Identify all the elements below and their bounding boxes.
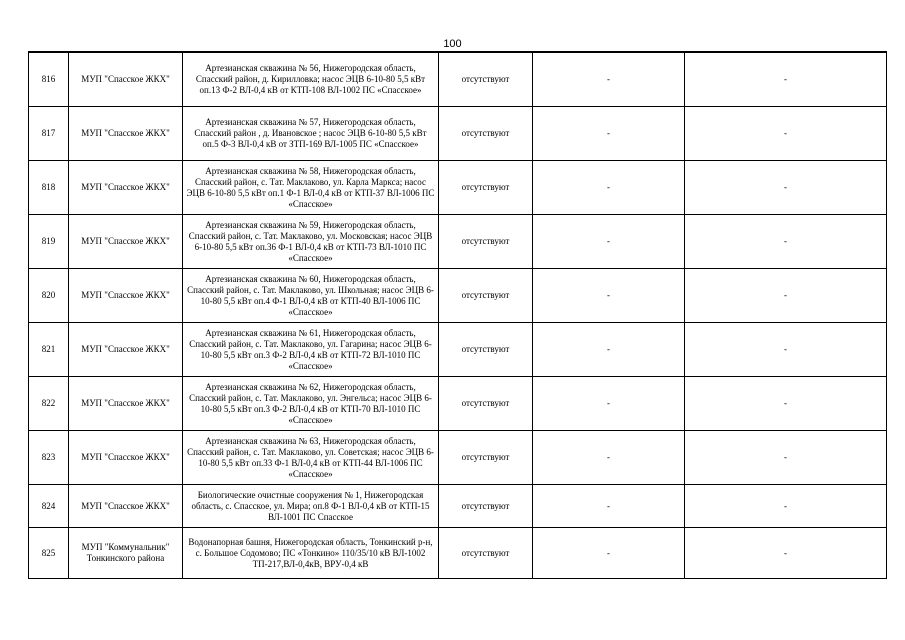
table-row — [29, 323, 887, 377]
empty-value-cell: - — [533, 107, 685, 161]
object-description-cell: Артезианская скважина № 59, Нижегородская область, Спасский район, с. Тат. Маклаково, ул. Московская; насос ЭЦВ 6-10-80 5,5 кВт оп.36 Ф-1 ВЛ-0,4 кВ от КТП-73 ВЛ-1010 ПС «Спасское» — [183, 215, 439, 269]
table-row — [29, 215, 887, 269]
row-number: 817 — [29, 107, 69, 161]
empty-value-cell: - — [685, 323, 887, 377]
row-number: 822 — [29, 377, 69, 431]
row-number: 816 — [29, 52, 69, 107]
organization-cell: МУП "Спасское ЖКХ" — [69, 107, 183, 161]
empty-value-cell: - — [533, 215, 685, 269]
row-number: 821 — [29, 323, 69, 377]
organization-cell: МУП "Спасское ЖКХ" — [69, 323, 183, 377]
empty-value-cell: - — [533, 161, 685, 215]
table-row — [29, 107, 887, 161]
row-number: 819 — [29, 215, 69, 269]
status-cell: отсутствуют — [439, 52, 533, 107]
object-description-cell: Артезианская скважина № 57, Нижегородская область, Спасский район , д. Ивановское ; насос ЭЦВ 6-10-80 5,5 кВт оп.5 Ф-3 ВЛ-0,4 кВ от ЗТП-169 ВЛ-1005 ПС «Спасское» — [183, 107, 439, 161]
object-description-cell: Артезианская скважина № 56, Нижегородская область, Спасский район, д. Кирилловка; насос ЭЦВ 6-10-80 5,5 кВт оп.13 Ф-2 ВЛ-0,4 кВ от КТП-108 ВЛ-1002 ПС «Спасское» — [183, 52, 439, 107]
empty-value-cell: - — [685, 107, 887, 161]
empty-value-cell: - — [533, 323, 685, 377]
empty-value-cell: - — [685, 52, 887, 107]
organization-cell: МУП "Спасское ЖКХ" — [69, 269, 183, 323]
organization-cell: МУП "Спасское ЖКХ" — [69, 161, 183, 215]
status-cell: отсутствуют — [439, 323, 533, 377]
status-cell: отсутствуют — [439, 107, 533, 161]
object-description-cell: Артезианская скважина № 63, Нижегородская область, Спасский район, с. Тат. Маклаково, ул. Советская; насос ЭЦВ 6-10-80 5,5 кВт оп.33 Ф-1 ВЛ-0,4 кВ от КТП-44 ВЛ-1006 ПС «Спасское» — [183, 431, 439, 485]
empty-value-cell: - — [533, 431, 685, 485]
page-number: 100 — [443, 38, 462, 50]
row-number: 823 — [29, 431, 69, 485]
empty-value-cell: - — [533, 269, 685, 323]
empty-value-cell: - — [533, 377, 685, 431]
empty-value-cell: - — [685, 431, 887, 485]
organization-cell: МУП "Коммунальник" Тонкинского района — [69, 528, 183, 579]
row-number: 820 — [29, 269, 69, 323]
status-cell: отсутствуют — [439, 528, 533, 579]
row-number: 825 — [29, 528, 69, 579]
organization-cell: МУП "Спасское ЖКХ" — [69, 377, 183, 431]
object-description-cell: Артезианская скважина № 58, Нижегородская область, Спасский район, с. Тат. Маклаково, ул. Карла Маркса; насос ЭЦВ 6-10-80 5,5 кВт оп.1 Ф-1 ВЛ-0,4 кВ от КТП-37 ВЛ-1006 ПС «Спасское» — [183, 161, 439, 215]
table-row — [29, 52, 887, 107]
object-description-cell: Водонапорная башня, Нижегородская область, Тонкинский р-н, с. Большое Содомово; ПС «Тонкино» 110/35/10 кВ ВЛ-1002 ТП-217,ВЛ-0,4кВ, ВРУ-0,4 кВ — [183, 528, 439, 579]
status-cell: отсутствуют — [439, 485, 533, 528]
table-row — [29, 485, 887, 528]
register-table — [28, 51, 887, 579]
status-cell: отсутствуют — [439, 215, 533, 269]
empty-value-cell: - — [533, 485, 685, 528]
empty-value-cell: - — [685, 485, 887, 528]
organization-cell: МУП "Спасское ЖКХ" — [69, 52, 183, 107]
organization-cell: МУП "Спасское ЖКХ" — [69, 485, 183, 528]
organization-cell: МУП "Спасское ЖКХ" — [69, 431, 183, 485]
row-number: 824 — [29, 485, 69, 528]
status-cell: отсутствуют — [439, 377, 533, 431]
status-cell: отсутствуют — [439, 161, 533, 215]
table-row — [29, 528, 887, 579]
table-row — [29, 161, 887, 215]
empty-value-cell: - — [685, 377, 887, 431]
empty-value-cell: - — [533, 52, 685, 107]
object-description-cell: Биологические очистные сооружения № 1, Нижегородская область, с. Спасское, ул. Мира; оп.8 Ф-1 ВЛ-0,4 кВ от КТП-15 ВЛ-1001 ПС Спасское — [183, 485, 439, 528]
empty-value-cell: - — [685, 528, 887, 579]
organization-cell: МУП "Спасское ЖКХ" — [69, 215, 183, 269]
status-cell: отсутствуют — [439, 269, 533, 323]
object-description-cell: Артезианская скважина № 62, Нижегородская область, Спасский район, с. Тат. Маклаково, ул. Энгельса; насос ЭЦВ 6-10-80 5,5 кВт оп.3 Ф-2 ВЛ-0,4 кВ от КТП-70 ВЛ-1010 ПС «Спасское» — [183, 377, 439, 431]
empty-value-cell: - — [533, 528, 685, 579]
table-row — [29, 431, 887, 485]
row-number: 818 — [29, 161, 69, 215]
table-row — [29, 377, 887, 431]
empty-value-cell: - — [685, 161, 887, 215]
table-row — [29, 269, 887, 323]
object-description-cell: Артезианская скважина № 60, Нижегородская область, Спасский район, с. Тат. Маклаково, ул. Школьная; насос ЭЦВ 6-10-80 5,5 кВт оп.4 Ф-1 ВЛ-0,4 кВ от КТП-40 ВЛ-1006 ПС «Спасское» — [183, 269, 439, 323]
empty-value-cell: - — [685, 215, 887, 269]
empty-value-cell: - — [685, 269, 887, 323]
status-cell: отсутствуют — [439, 431, 533, 485]
object-description-cell: Артезианская скважина № 61, Нижегородская область, Спасский район, с. Тат. Маклаково, ул. Гагарина; насос ЭЦВ 6-10-80 5,5 кВт оп.3 Ф-2 ВЛ-0,4 кВ от КТП-72 ВЛ-1010 ПС «Спасское» — [183, 323, 439, 377]
